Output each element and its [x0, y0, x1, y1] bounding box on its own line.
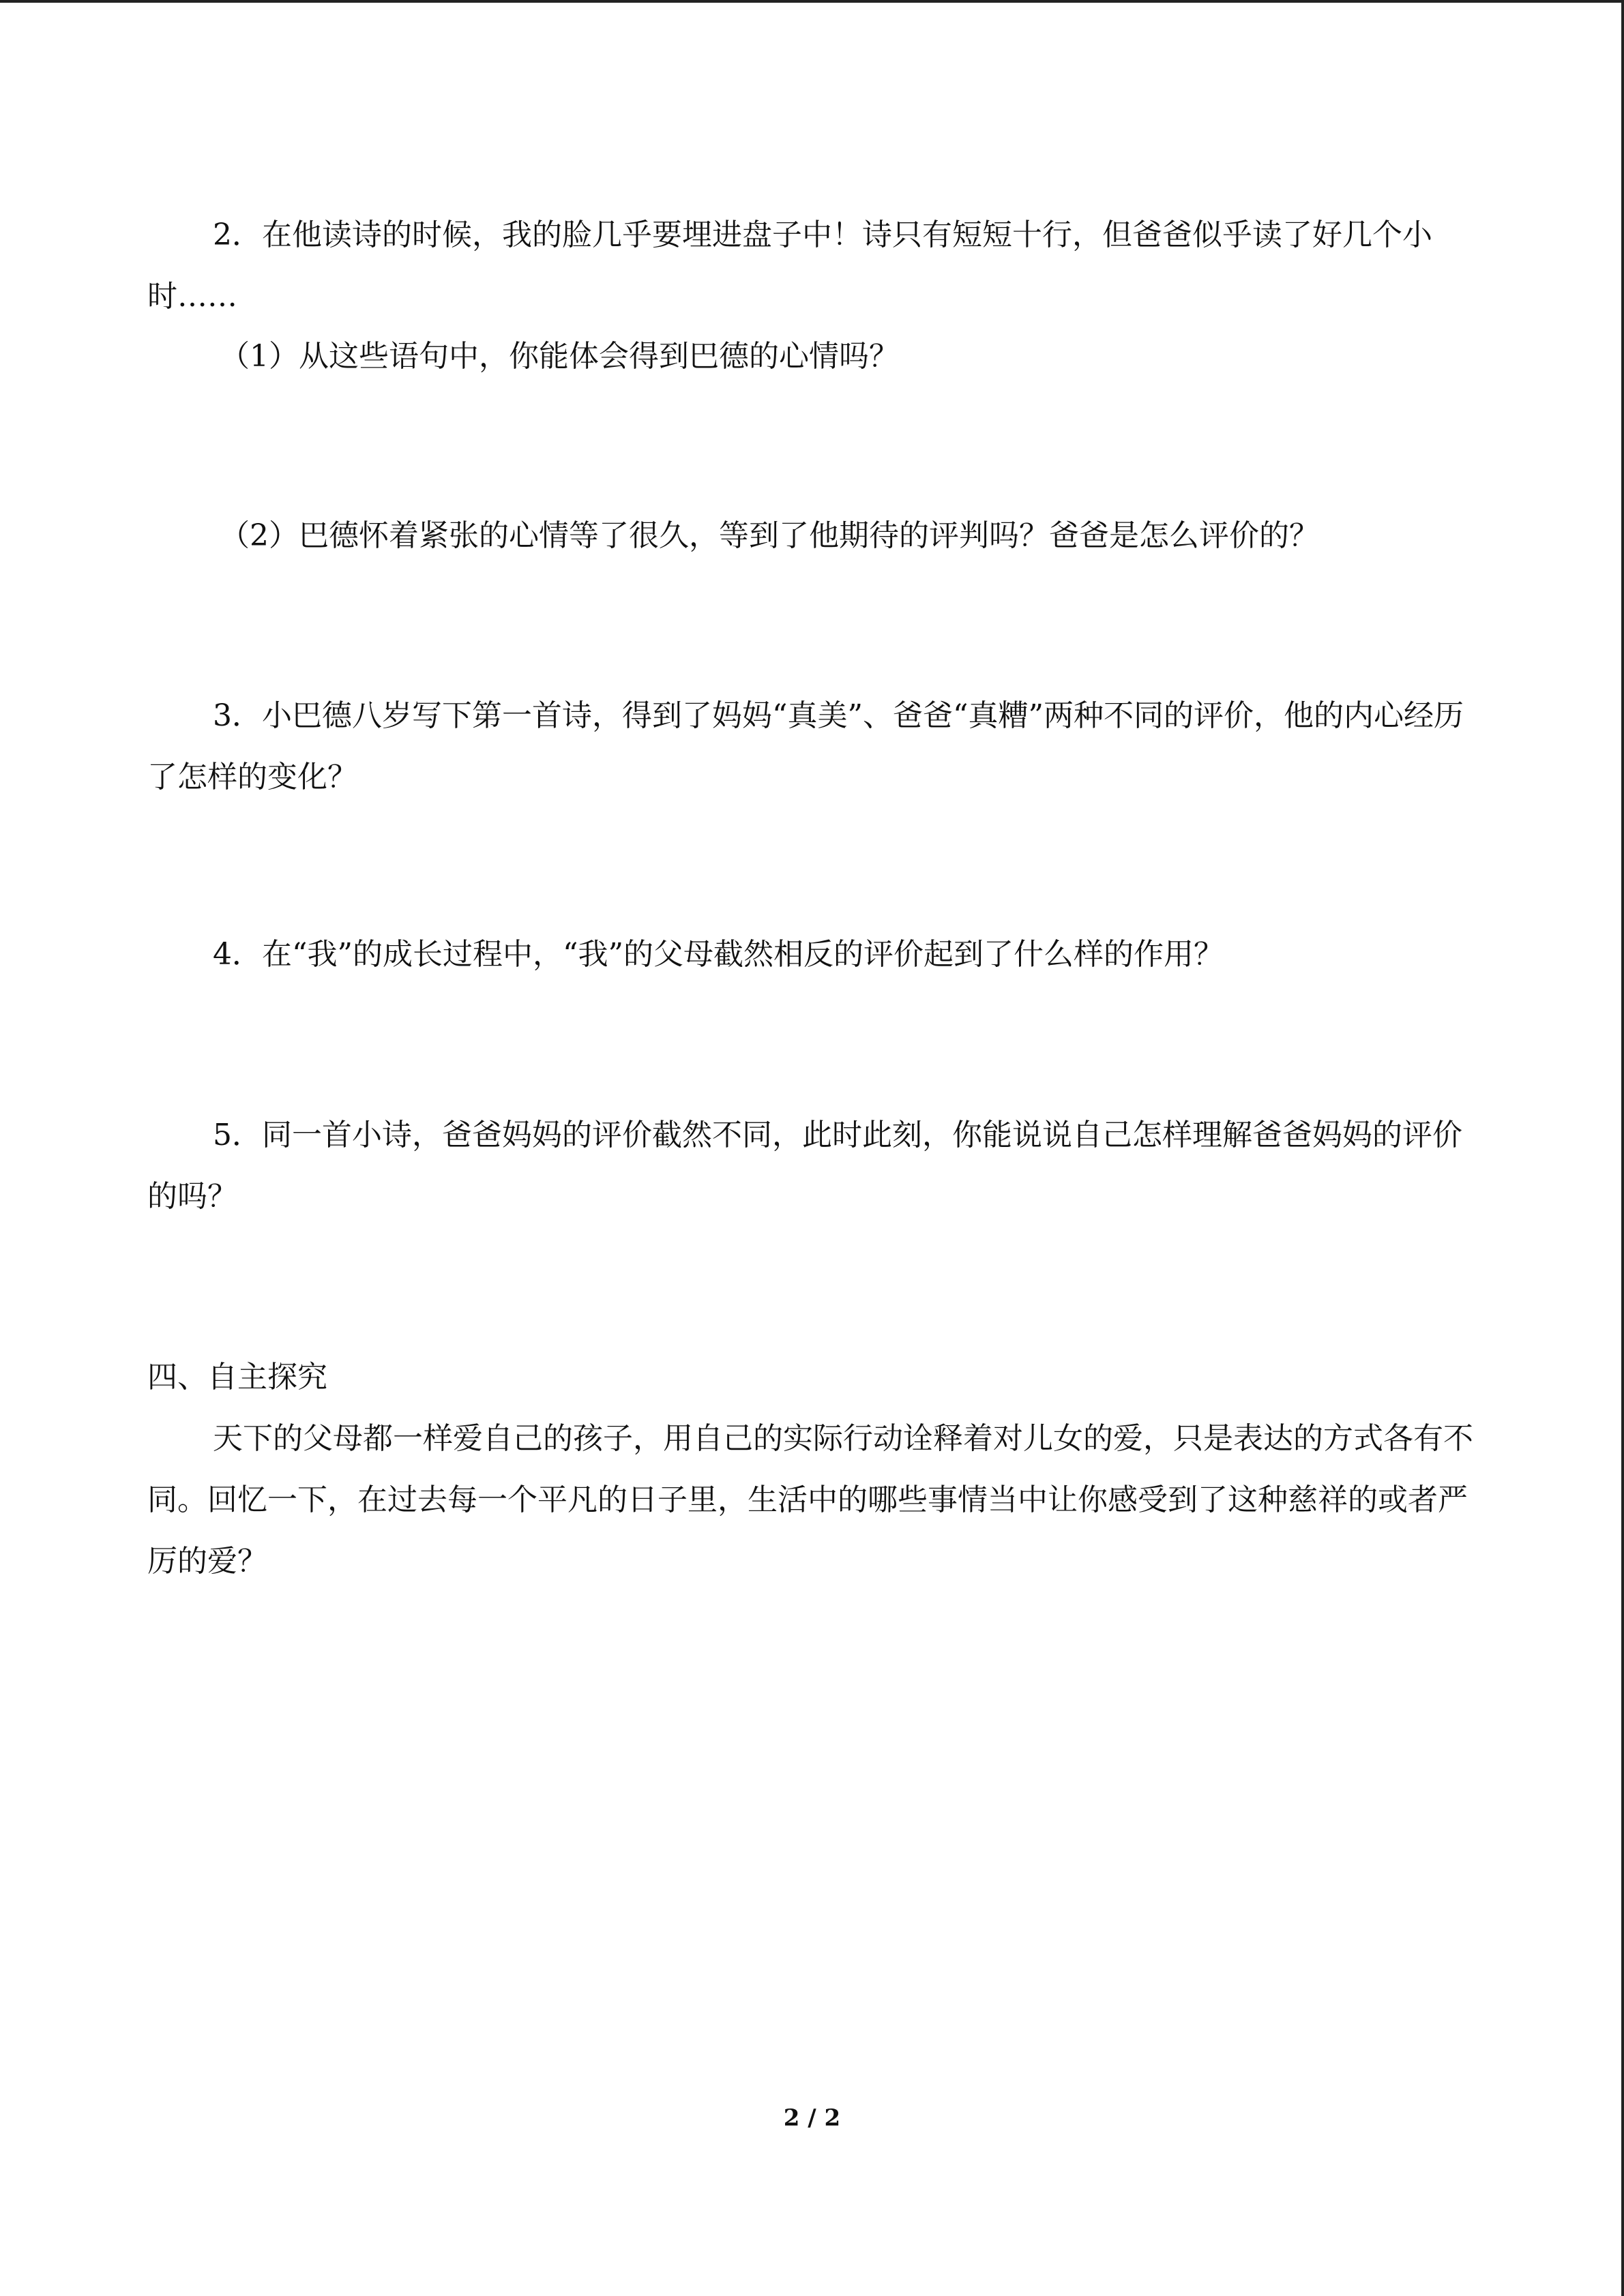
question-3: 3．小巴德八岁写下第一首诗，得到了妈妈“真美”、爸爸“真糟”两种不同的评价，他的内心经历了怎样的变化？	[147, 698, 1464, 794]
section-4-body: 天下的父母都一样爱自己的孩子，用自己的实际行动诠释着对儿女的爱，只是表达的方式各有不同。回忆一下，在过去每一个平凡的日子里，生活中的哪些事情当中让你感受到了这种慈祥的或者严厉的爱？	[147, 1421, 1473, 1579]
question-4: 4．在“我”的成长过程中，“我”的父母截然相反的评价起到了什么样的作用？	[213, 937, 1224, 972]
question-5: 5．同一首小诗，爸爸妈妈的评价截然不同，此时此刻，你能说说自己怎样理解爸爸妈妈的评价的吗？	[147, 1118, 1462, 1214]
page-top-border	[0, 0, 1624, 3]
question-2-stem: 2．在他读诗的时候，我的脸几乎要埋进盘子中！诗只有短短十行，但爸爸似乎读了好几个小时……	[147, 218, 1432, 314]
question-2-part-1: （1）从这些语句中，你能体会得到巴德的心情吗？	[220, 339, 899, 374]
page-number: 2 / 2	[783, 2104, 841, 2132]
page-right-border	[1621, 0, 1624, 2296]
section-4-heading: 四、自主探究	[147, 1360, 327, 1395]
question-2-part-2: （2）巴德怀着紧张的心情等了很久，等到了他期待的评判吗？爸爸是怎么评价的？	[220, 518, 1319, 553]
